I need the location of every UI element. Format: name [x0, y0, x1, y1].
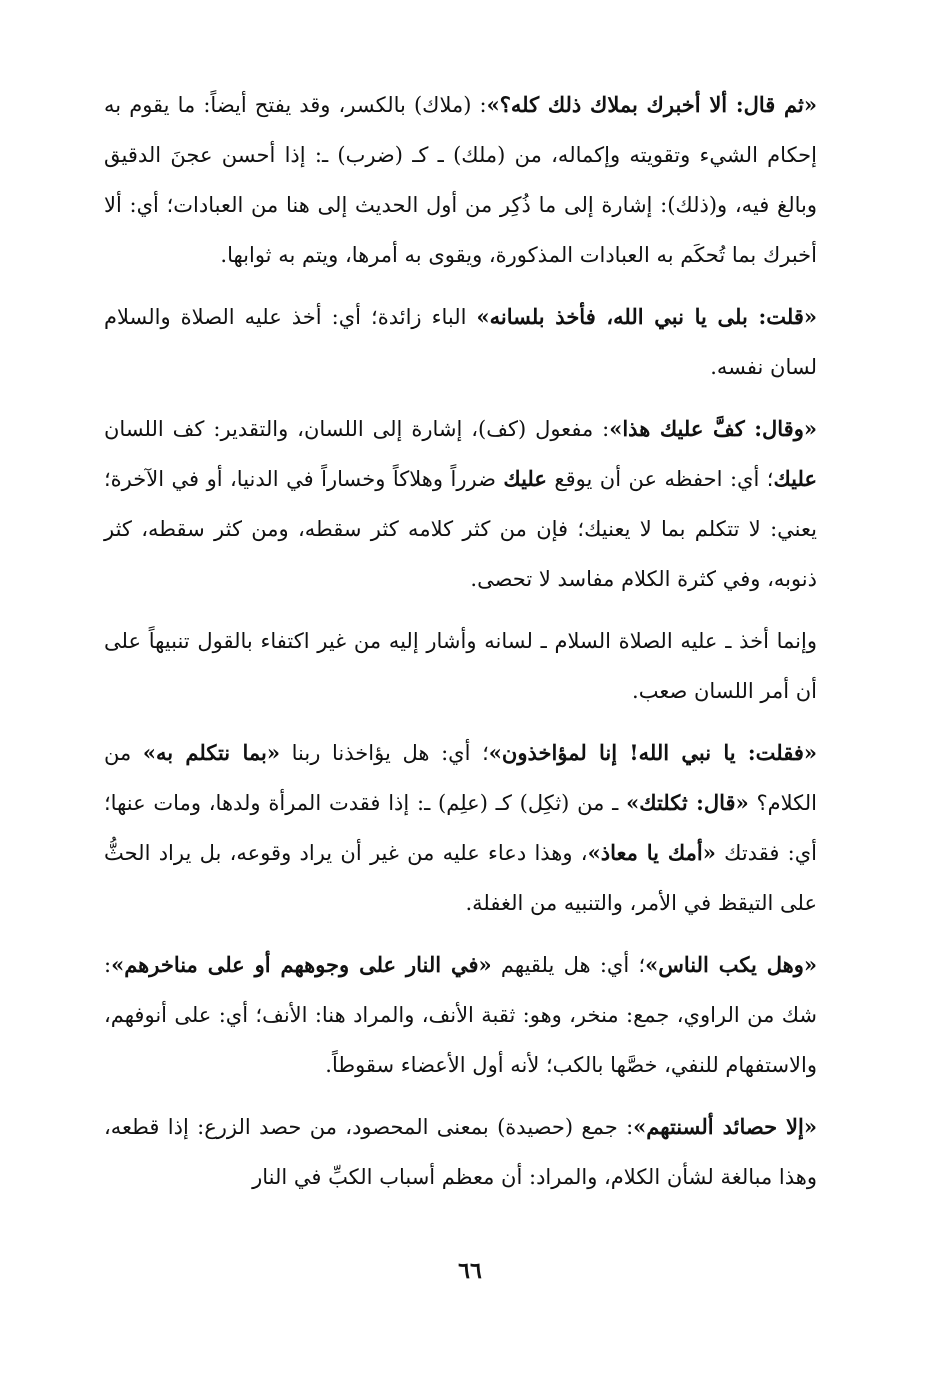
- commentary-text: : مفعول (كف)، إشارة إلى اللسان، والتقدير: كف اللسان: [104, 417, 610, 441]
- body-text: [104, 80, 817, 1214]
- hadith-quote: «بما نتكلم به»: [142, 740, 280, 765]
- hadith-quote: «وقال: كفَّ عليك هذا»: [609, 416, 817, 441]
- hadith-quote: عليك: [773, 466, 817, 491]
- hadith-quote: «أمك يا معاذ»: [587, 840, 716, 865]
- hadith-quote: «فقلت: يا نبي الله! إنا لمؤاخذون»: [488, 740, 817, 765]
- hadith-quote: «إلا حصائد ألسنتهم»: [633, 1114, 817, 1139]
- paragraph: [104, 1102, 817, 1202]
- commentary-text: : شك من الراوي، جمع: منخر، وهو: ثقبة الأنف، والمراد هنا: الأنف؛ أي: على أنوفهم، والاستفهام للنفي، خصَّها بالكب؛ لأنه أول الأعضاء سقوطاً.: [104, 953, 817, 1077]
- commentary-text: الباء زائدة؛ أي: أخذ عليه الصلاة والسلام لسان نفسه.: [104, 305, 817, 379]
- hadith-quote: عليك: [503, 466, 547, 491]
- commentary-text: ضرراً وهلاكاً وخساراً في الدنيا، أو في الآخرة؛ يعني: لا تتكلم بما لا يعنيك؛ فإن من كثر كلامه كثر سقطه، ومن كثر سقطه، كثر ذنوبه، وفي كثرة الكلام مفاسد لا تحصى.: [104, 467, 817, 591]
- page-number: ٦٦: [458, 1258, 482, 1284]
- commentary-text: ـ من (ثكِل) كـ (علِم) ـ: إذا فقدت المرأة ولدها، ومات عنها؛ أي: فقدتك: [104, 791, 817, 865]
- commentary-text: : (ملاك) بالكسر، وقد يفتح أيضاً: ما يقوم به إحكام الشيء وتقويته وإكماله، من (ملك) ـ كـ (ضرب) ـ: إذا أحسن عجنَ الدقيق وبالغ فيه، و(ذلك): إشارة إلى ما ذُكِر من أول الحديث إلى هنا من العبادات؛ أي: ألا أخبرك بما تُحكَم به العبادات المذكورة، ويقوى به أمرها، ويتم به ثوابها.: [104, 93, 817, 267]
- commentary-text: من الكلام؟: [104, 741, 818, 815]
- paragraph: [104, 940, 817, 1090]
- paragraph: [104, 292, 817, 392]
- hadith-quote: «قال: ثكلتك»: [626, 790, 749, 815]
- paragraph: [104, 404, 817, 604]
- commentary-text: وإنما أخذ ـ عليه الصلاة السلام ـ لسانه وأشار إليه من غير اكتفاء بالقول تنبيهاً على أن أمر اللسان صعب.: [104, 629, 817, 703]
- commentary-text: ؛ أي: هل يلقيهم: [491, 953, 646, 977]
- commentary-text: ؛ أي: هل يؤاخذنا ربنا: [279, 741, 489, 765]
- paragraph: [104, 728, 817, 928]
- commentary-text: ؛ أي: احفظه عن أن يوقع: [546, 467, 774, 491]
- hadith-quote: «وهل يكب الناس»: [645, 952, 817, 977]
- paragraph: [104, 616, 817, 716]
- hadith-quote: «قلت: بلى يا نبي الله، فأخذ بلسانه»: [476, 304, 817, 329]
- paragraph: [104, 80, 817, 280]
- hadith-quote: «في النار على وجوههم أو على مناخرهم»: [111, 952, 492, 977]
- commentary-text: : جمع (حصيدة) بمعنى المحصود، من حصد الزرع: إذا قطعه، وهذا مبالغة لشأن الكلام، والمراد: أن معظم أسباب الكبِّ في النار: [104, 1115, 817, 1189]
- hadith-quote: «ثم قال: ألا أخبرك بملاك ذلك كله؟»: [486, 92, 817, 117]
- commentary-text: ، وهذا دعاء عليه من غير أن يراد وقوعه، بل يراد الحثُّ على التيقظ في الأمر، والتنبيه من الغفلة.: [104, 841, 817, 915]
